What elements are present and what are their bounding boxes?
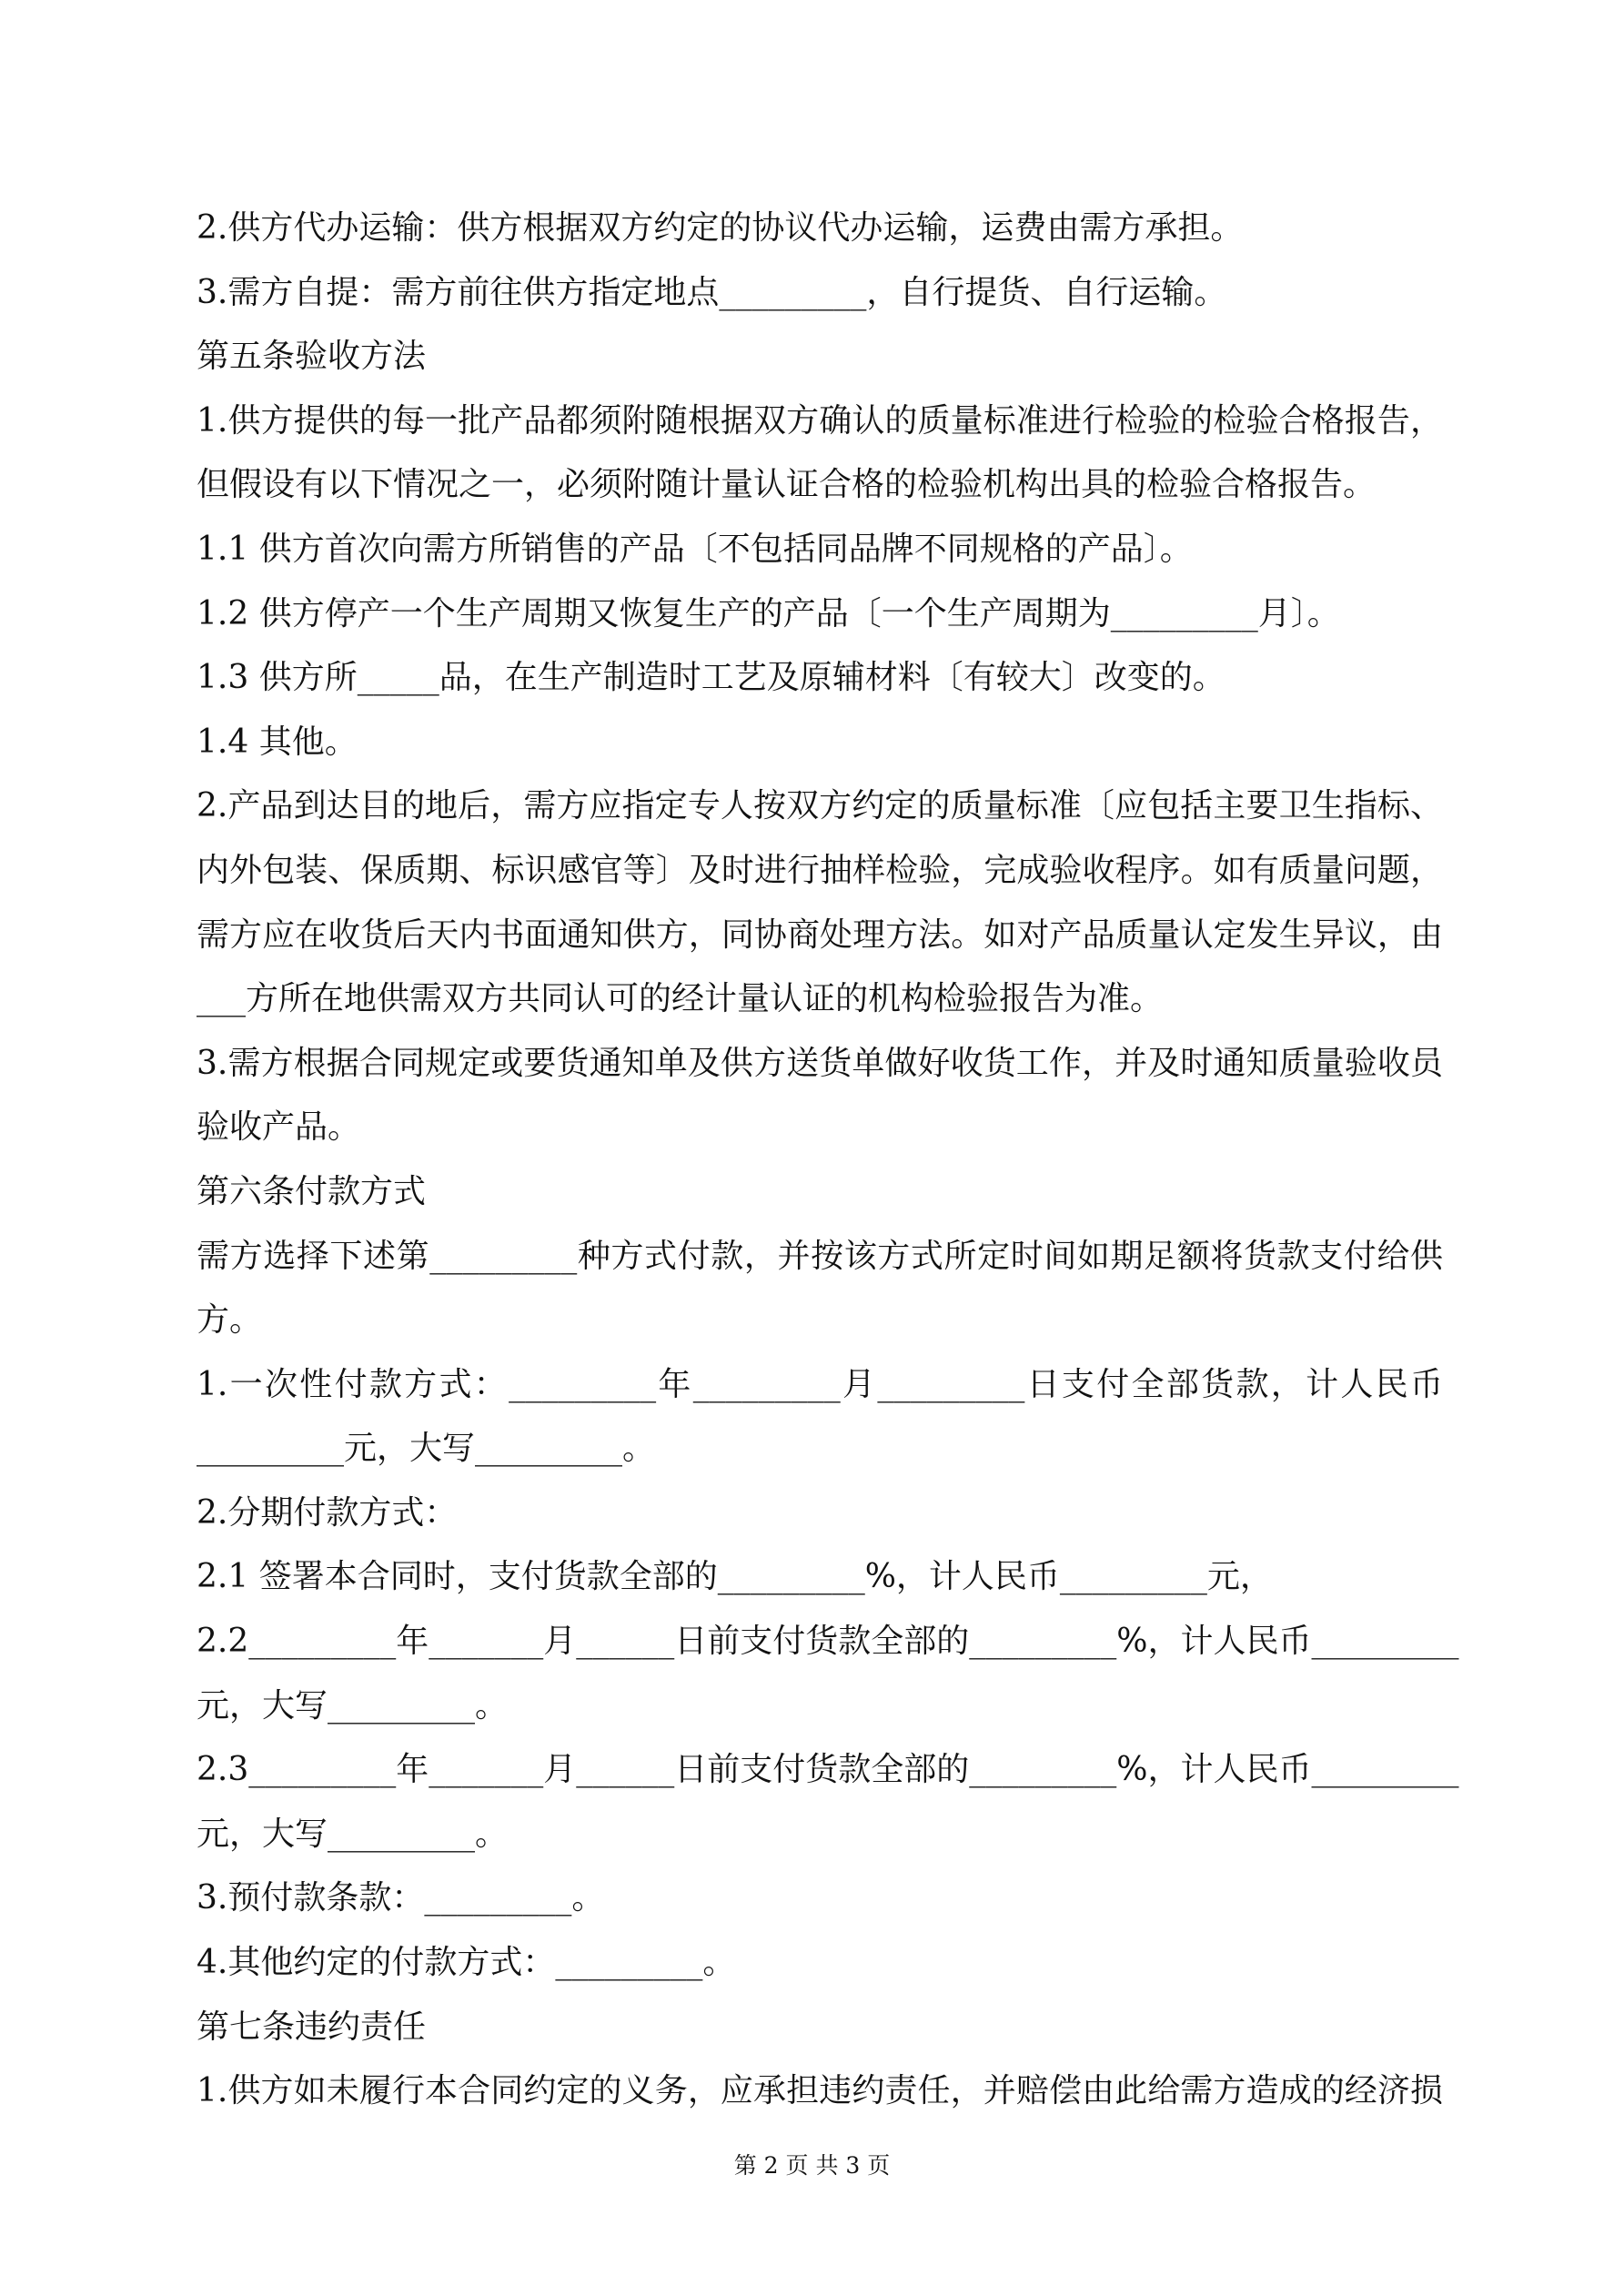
text-line: 1.供方提供的每一批产品都须附随根据双方确认的质量标准进行检验的检验合格报告， <box>197 401 1443 440</box>
text-line: 1.一次性付款方式：_________年_________月_________日支付全部货款，计人民币 <box>197 1365 1443 1403</box>
document-body <box>197 197 1459 2124</box>
section-heading: 第六条付款方式 <box>197 1172 427 1210</box>
text-line: 2.2_________年_______月______日前支付货款全部的_________%，计人民币_________ <box>197 1623 1459 1661</box>
text-line: 验收产品。 <box>197 1108 361 1147</box>
text-line: 3.预付款条款：_________。 <box>197 1879 605 1917</box>
page-footer: 第 2 页 共 3 页 <box>733 2152 891 2179</box>
text-line: 1.2 供方停产一个生产周期又恢复生产的产品〔一个生产周期为_________月〕。 <box>197 594 1340 632</box>
text-line: 元，大写_________。 <box>197 1815 509 1853</box>
text-line: 但假设有以下情况之一，必须附随计量认证合格的检验机构出具的检验合格报告。 <box>197 466 1377 504</box>
text-line: 需方应在收货后天内书面通知供方，同协商处理方法。如对产品质量认定发生异议，由 <box>197 915 1443 954</box>
text-line: 2.1 签署本合同时，支付货款全部的_________%，计人民币_________元， <box>197 1558 1273 1596</box>
text-line: 2.供方代办运输：供方根据双方约定的协议代办运输，运费由需方承担。 <box>197 209 1244 247</box>
text-line: 需方选择下述第_________种方式付款，并按该方式所定时间如期足额将货款支付给供 <box>197 1237 1443 1275</box>
text-line: 2.3_________年_______月______日前支付货款全部的_________%，计人民币_________ <box>197 1751 1459 1789</box>
text-line: _________元，大写_________。 <box>197 1430 656 1468</box>
text-line: 2.分期付款方式： <box>197 1493 458 1532</box>
text-line: 4.其他约定的付款方式：_________。 <box>197 1944 736 1982</box>
text-line: 1.供方如未履行本合同约定的义务，应承担违约责任，并赔偿由此给需方造成的经济损 <box>197 2072 1443 2110</box>
text-line: 内外包装、保质期、标识感官等〕及时进行抽样检验，完成验收程序。如有质量问题， <box>197 851 1443 889</box>
section-heading: 第五条验收方法 <box>197 338 427 376</box>
text-line: 1.1 供方首次向需方所销售的产品〔不包括同品牌不同规格的产品〕。 <box>197 530 1193 568</box>
text-line: 1.3 供方所_____品，在生产制造时工艺及原辅材料〔有较大〕改变的。 <box>197 659 1226 697</box>
text-line: 3.需方根据合同规定或要货通知单及供方送货单做好收货工作，并及时通知质量验收员 <box>197 1044 1443 1082</box>
text-line: 1.4 其他。 <box>197 723 358 761</box>
text-line: 元，大写_________。 <box>197 1686 509 1725</box>
text-line: 3.需方自提：需方前往供方指定地点_________，自行提货、自行运输。 <box>197 273 1227 311</box>
text-line: 方。 <box>197 1301 263 1340</box>
text-line: ___方所在地供需双方共同认可的经计量认证的机构检验报告为准。 <box>197 980 1164 1018</box>
text-line: 2.产品到达目的地后，需方应指定专人按双方约定的质量标准〔应包括主要卫生指标、 <box>197 787 1443 825</box>
section-heading: 第七条违约责任 <box>197 2008 427 2046</box>
